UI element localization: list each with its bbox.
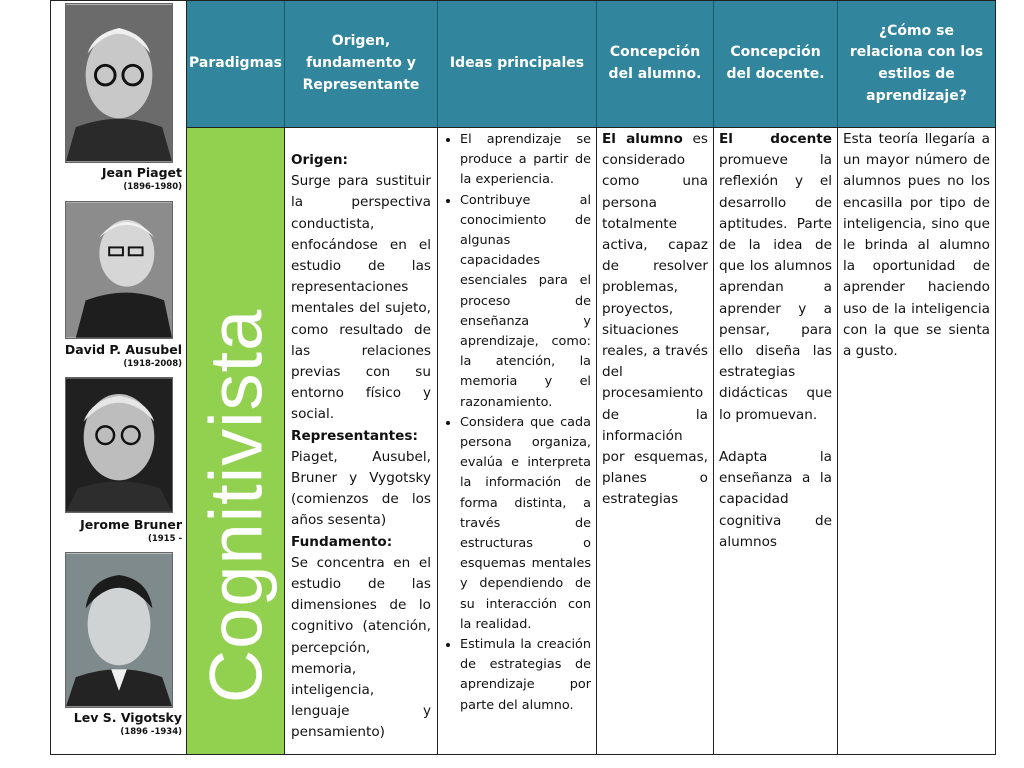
alumno-lead: El alumno bbox=[602, 131, 683, 147]
docente-text-2: Adapta la enseñanza a la capacidad cognitiva de alumnos bbox=[719, 449, 832, 550]
header-docente: Concepción del docente. bbox=[714, 1, 838, 127]
person-dates: (1896 -1934) bbox=[120, 727, 182, 737]
ideas-list bbox=[440, 130, 591, 716]
bruner-photo bbox=[65, 377, 173, 513]
person-dates: (1915 - bbox=[147, 534, 182, 544]
docente-lead: El docente bbox=[719, 131, 832, 147]
header-estilos: ¿Cómo se relaciona con los estilos de aprendizaje? bbox=[838, 1, 995, 127]
alumno-cell bbox=[597, 127, 714, 754]
vigotsky-photo bbox=[65, 552, 173, 708]
header-paradigmas: Paradigmas bbox=[187, 1, 285, 127]
paradigm-label: Cognitivista bbox=[194, 308, 278, 704]
representatives-column bbox=[51, 1, 187, 754]
paradigm-table bbox=[50, 0, 996, 755]
alumno-text: es considerado como una persona totalmente activa, capaz de resolver problemas, proyectos, situaciones reales, a través del procesamiento de la información por esquemas, planes o estrategias bbox=[602, 131, 708, 508]
person-name: David P. Ausubel bbox=[64, 342, 182, 357]
person-name: Lev S. Vigotsky bbox=[73, 710, 182, 725]
docente-text: promueve la reflexión y el desarrollo de aptitudes. Parte de la idea de que los alumnos aprendan a aprender y a pensar, para ello diseña las estrategias didácticas que lo promuevan. bbox=[719, 152, 832, 423]
header-origen: Origen, fundamento y Representante bbox=[285, 1, 438, 127]
person-dates: (1896-1980) bbox=[123, 182, 182, 192]
list-item: • El aprendizaje se produce a partir de la experiencia. bbox=[460, 130, 591, 191]
estilos-cell bbox=[838, 127, 995, 754]
list-item: • Contribuye al conocimiento de algunas capacidades esenciales para el proceso de enseñanza y aprendizaje, como: la atención, la memoria y el razonamiento. bbox=[460, 191, 591, 413]
ideas-cell bbox=[438, 127, 597, 754]
paradigm-cell bbox=[187, 127, 285, 754]
representantes-text: Piaget, Ausubel, Bruner y Vygotsky (comienzos de los años sesenta) bbox=[291, 448, 431, 529]
origen-label: Origen: bbox=[291, 152, 348, 168]
representantes-label: Representantes: bbox=[291, 427, 418, 444]
list-item: • Estimula la creación de estrategias de aprendizaje por parte del alumno. bbox=[460, 635, 591, 716]
origen-cell bbox=[285, 127, 438, 754]
fundamento-text: Se concentra en el estudio de las dimensiones de lo cognitivo (atención, percepción, memoria, inteligencia, lenguaje y pensamiento) bbox=[291, 554, 431, 741]
estilos-text: Esta teoría llegaría a un mayor número de alumnos pues no los encasilla por tipo de inteligencia, sino que le brinda al alumno la oportunidad de aprender haciendo uso de la inteligencia con la que se sienta a gusto. bbox=[843, 131, 990, 360]
person-name: Jean Piaget bbox=[101, 165, 182, 180]
docente-cell bbox=[714, 127, 838, 754]
fundamento-label: Fundamento: bbox=[291, 533, 393, 550]
list-item: • Considera que cada persona organiza, evalúa e interpreta la información de forma distinta, a través de estructuras o esquemas mentales y dependiendo de su interacción con la realidad. bbox=[460, 413, 591, 635]
ausubel-photo bbox=[65, 201, 173, 339]
person-dates: (1918-2008) bbox=[123, 359, 182, 369]
person-name: Jerome Bruner bbox=[80, 517, 182, 532]
origen-text: Surge para sustituir la perspectiva conductista, enfocándose en el estudio de las representaciones mentales del sujeto, como resultado de las relaciones previas con su entorno físico y social. bbox=[291, 173, 431, 423]
piaget-photo bbox=[65, 3, 173, 163]
header-alumno: Concepción del alumno. bbox=[597, 1, 714, 127]
header-ideas: Ideas principales bbox=[438, 1, 597, 127]
